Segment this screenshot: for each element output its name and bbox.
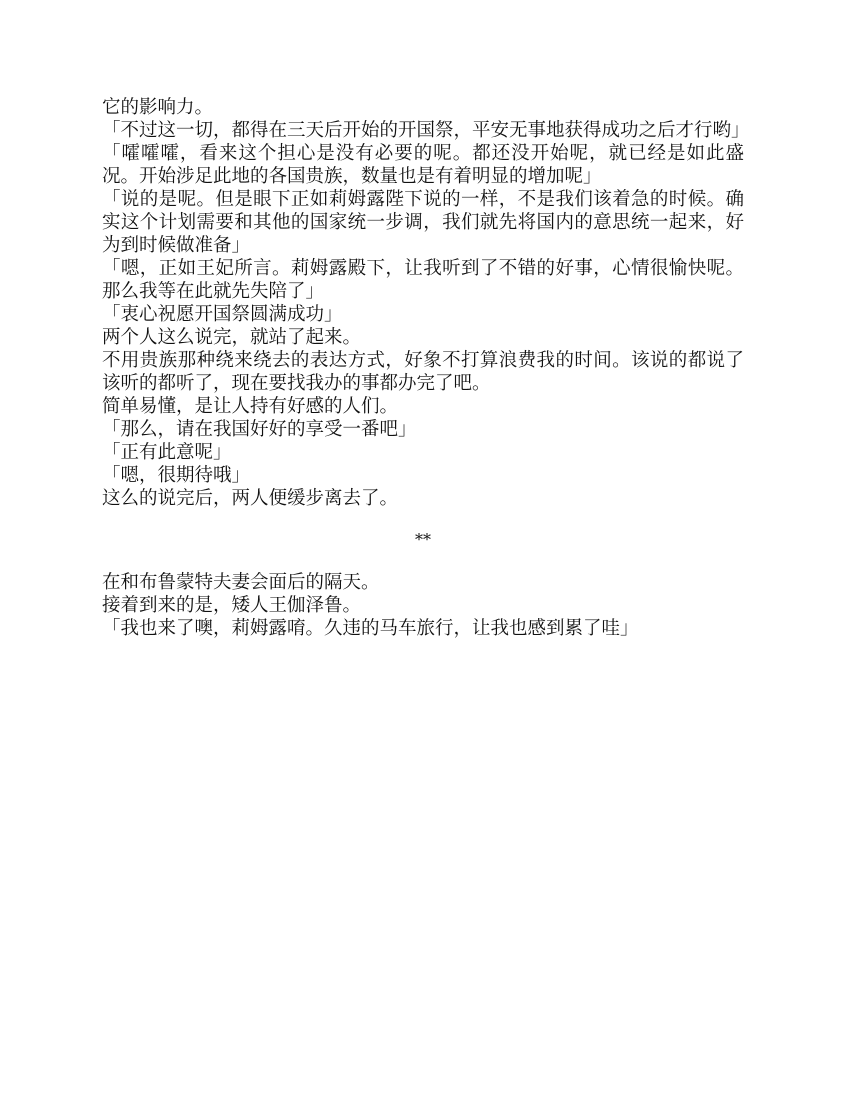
section-separator: ** <box>415 530 431 549</box>
paragraph: 「嚯嚯嚯，看来这个担心是没有必要的呢。都还没开始呢，就已经是如此盛况。开始涉足此地的各国贵族，数量也是有着明显的增加呢」 <box>102 143 744 187</box>
paragraph: 「说的是呢。但是眼下正如莉姆露陛下说的一样，不是我们该着急的时候。确实这个计划需要和其他的国家统一步调，我们就先将国内的意思统一起来，好为到时候做准备」 <box>102 189 744 256</box>
paragraph: 「正有此意呢」 <box>102 442 232 463</box>
paragraph: 它的影响力。 <box>102 97 214 118</box>
paragraph: 「我也来了噢，莉姆露唷。久违的马车旅行，让我也感到累了哇」 <box>102 618 639 639</box>
paragraph: 两个人这么说完，就站了起来。 <box>102 327 362 348</box>
document-body <box>102 96 750 640</box>
paragraph: 「那么，请在我国好好的享受一番吧」 <box>102 419 417 440</box>
paragraph: 不用贵族那种绕来绕去的表达方式，好象不打算浪费我的时间。该说的都说了该听的都听了，现在要找我办的事都办完了吧。 <box>102 350 744 394</box>
paragraph: 「衷心祝愿开国祭圆满成功」 <box>102 304 343 325</box>
paragraph: 接着到来的是，矮人王伽泽鲁。 <box>102 595 362 616</box>
paragraph: 这么的说完后，两人便缓步离去了。 <box>102 488 399 509</box>
paragraph: 简单易懂，是让人持有好感的人们。 <box>102 396 399 417</box>
paragraph: 「嗯，很期待哦」 <box>102 465 251 486</box>
paragraph: 「不过这一切，都得在三天后开始的开国祭，平安无事地获得成功之后才行哟」 <box>102 120 750 141</box>
paragraph: 「嗯，正如王妃所言。莉姆露殿下，让我听到了不错的好事，心情很愉快呢。那么我等在此就先失陪了」 <box>102 258 744 302</box>
paragraph: 在和布鲁蒙特夫妻会面后的隔天。 <box>102 572 380 593</box>
